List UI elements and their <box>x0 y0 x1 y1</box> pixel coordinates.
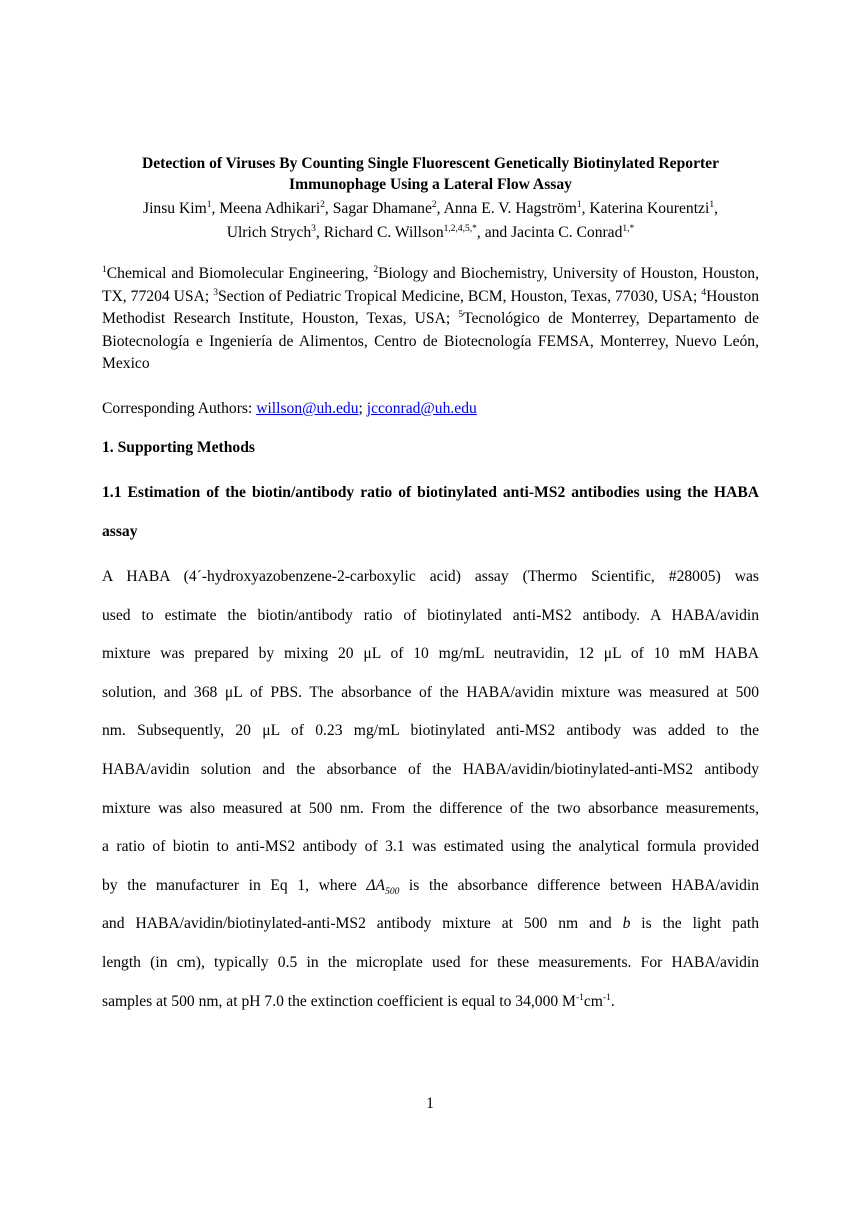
body-line: nm. Subsequently, 20 μL of 0.23 mg/mL biotinylated anti-MS2 antibody was added to the <box>102 722 759 740</box>
paper-title <box>102 153 759 195</box>
author-name: Meena Adhikari <box>219 200 321 217</box>
subsection-heading: 1.1 Estimation of the biotin/antibody ratio of biotinylated anti-MS2 antibodies using the HABA assay <box>102 484 759 540</box>
affiliation-mark: 3 <box>213 287 218 298</box>
author-name: Katerina Kourentzi <box>589 200 710 217</box>
separator: , <box>714 200 718 217</box>
author-affiliation-mark: 1 <box>576 199 582 210</box>
author-list <box>102 197 759 245</box>
author-affiliation-mark: 1,* <box>622 223 635 234</box>
separator: , and <box>476 224 512 241</box>
section-heading: 1. Supporting Methods <box>102 439 255 456</box>
author-affiliation-mark: 1 <box>206 199 212 210</box>
delta-a-subscript: 500 <box>385 886 400 897</box>
page-number: 1 <box>426 1095 434 1112</box>
author-name: Jacinta C. Conrad <box>511 224 623 241</box>
text-run: . <box>610 992 615 1010</box>
affiliation-mark: 5 <box>458 309 464 320</box>
body-line: used to estimate the biotin/antibody ratio of biotinylated anti-MS2 antibody. A HABA/avidin <box>102 606 759 624</box>
author-affiliation-mark: 2 <box>431 199 437 210</box>
body-line: a ratio of biotin to anti-MS2 antibody of 3.1 was estimated using the analytical formula provided <box>102 838 759 856</box>
email-link-willson[interactable]: willson@uh.edu <box>256 400 359 417</box>
author-name: Richard C. Willson <box>323 224 444 241</box>
affiliation-text: Section of Pediatric Tropical Medicine, BCM, Houston, Texas, 77030, USA; <box>217 287 702 305</box>
body-line <box>102 905 759 944</box>
unit-exponent: -1 <box>602 992 611 1003</box>
author-affiliation-mark: 1 <box>709 199 715 210</box>
affiliation-text: Houston Methodist Research Institute, Houston, Texas, USA; <box>102 287 759 327</box>
separator: , <box>315 224 324 241</box>
text-run: by the manufacturer in Eq 1, where <box>102 876 367 894</box>
body-line <box>102 983 759 1022</box>
b-symbol: b <box>622 915 631 933</box>
delta-a-symbol: ΔA <box>366 876 386 894</box>
author-line-1 <box>102 197 759 221</box>
text-run: cm <box>583 992 603 1010</box>
affiliation-mark: 1 <box>102 264 107 275</box>
body-line: length (in cm), typically 0.5 in the microplate used for these measurements. For HABA/avidin <box>102 953 759 971</box>
text-run: and HABA/avidin/biotinylated-anti-MS2 antibody mixture at 500 nm and <box>102 915 623 933</box>
author-affiliation-mark: 3 <box>311 223 316 234</box>
separator: , <box>436 200 444 217</box>
text-run: samples at 500 nm, at pH 7.0 the extinction coefficient is equal to 34,000 M <box>102 992 576 1010</box>
author-name: Sagar Dhamane <box>332 200 432 217</box>
title-line-2: Immunophage Using a Lateral Flow Assay <box>289 176 572 193</box>
separator: , <box>581 200 590 217</box>
title-line-1: Detection of Viruses By Counting Single Fluorescent Genetically Biotinylated Reporter <box>141 155 720 172</box>
author-affiliation-mark: 2 <box>320 199 325 210</box>
affiliation-text: Tecnológico de Monterrey, Departamento de Biotecnología e Ingeniería de Alimentos, Centro de Biotecnología FEMSA, Monterrey, Nuevo León, Mexico <box>102 310 759 372</box>
body-line: HABA/avidin solution and the absorbance of the HABA/avidin/biotinylated-anti-MS2 antibody <box>102 760 759 778</box>
text-run: is the absorbance difference between HABA/avidin <box>399 876 759 894</box>
author-affiliation-mark: 1,2,4,5,* <box>443 223 477 234</box>
affiliation-text: Biology and Biochemistry, University of Houston, Houston, TX, 77204 USA; <box>102 265 759 305</box>
body-line: mixture was also measured at 500 nm. From the difference of the two absorbance measurements, <box>102 799 759 817</box>
author-name: Jinsu Kim <box>143 200 207 217</box>
affiliation-mark: 4 <box>701 287 707 298</box>
corresponding-label: Corresponding Authors: <box>102 400 257 417</box>
unit-exponent: -1 <box>575 992 584 1003</box>
text-run: is the light path <box>630 915 760 933</box>
body-line: mixture was prepared by mixing 20 μL of 10 mg/mL neutravidin, 12 μL of 10 mM HABA <box>102 645 759 663</box>
corresponding-authors <box>102 398 477 420</box>
body-paragraph <box>102 558 759 1021</box>
author-name: Anna E. V. Hagström <box>443 200 577 217</box>
affiliation-mark: 2 <box>373 264 379 275</box>
body-line: solution, and 368 μL of PBS. The absorbance of the HABA/avidin mixture was measured at 500 <box>102 683 759 701</box>
author-line-2 <box>102 221 759 245</box>
author-name: Ulrich Strych <box>226 224 312 241</box>
body-line <box>102 867 759 906</box>
body-line: A HABA (4´-hydroxyazobenzene-2-carboxylic acid) assay (Thermo Scientific, #28005) was <box>102 568 759 585</box>
separator: , <box>211 200 220 217</box>
separator: , <box>324 200 333 217</box>
affiliation-text: Chemical and Biomolecular Engineering, <box>106 265 374 282</box>
email-link-conrad[interactable]: jcconrad@uh.edu <box>366 400 477 417</box>
affiliations <box>102 263 759 376</box>
separator: ; <box>358 400 367 417</box>
